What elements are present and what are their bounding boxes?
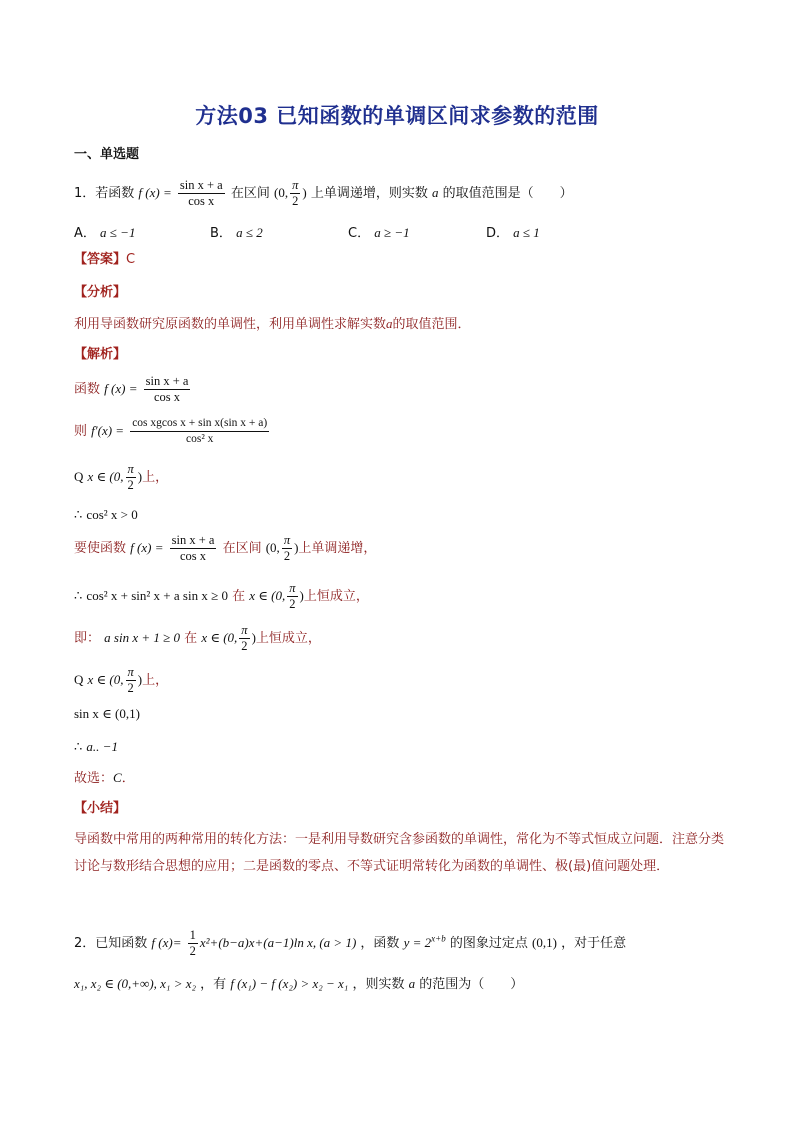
summary-label: 【小结】	[74, 801, 127, 816]
sol-pi-frac	[282, 533, 292, 564]
q2-half-den: 2	[189, 944, 196, 958]
sol-two: 2	[241, 639, 248, 653]
sol-fraction	[170, 533, 217, 564]
option-label: B．	[210, 226, 232, 241]
sol-tail: 上恒成立，	[303, 589, 369, 604]
section-heading: 一、单选题	[74, 147, 140, 162]
sol-fprime: f′(x) =	[91, 423, 125, 438]
sol-text: 故选：	[74, 771, 114, 786]
sol-open: (0,	[265, 540, 280, 555]
solution-line-9	[74, 704, 140, 725]
q2-tail: ，对于任意	[561, 936, 627, 951]
sol-den: cos² x	[186, 433, 214, 445]
solution-line-6	[74, 581, 369, 612]
sol-expr: x ∈ (0,	[87, 469, 124, 484]
q2-l2-mid: ，有	[200, 977, 227, 992]
q1-prefix: 1．若函数	[74, 186, 135, 201]
sol-therefore: ∴	[74, 588, 83, 603]
sol-pi-frac	[126, 665, 136, 696]
summary-heading	[74, 799, 126, 819]
solution-line-3	[74, 462, 168, 493]
sol-pi-frac	[287, 581, 297, 612]
sol-two: 2	[127, 681, 134, 695]
sol-pi-frac	[239, 623, 249, 654]
option-expr: a ≤ −1	[100, 225, 136, 240]
sol-text: 要使函数	[74, 541, 127, 556]
sol-text: 则	[74, 424, 88, 439]
sol-text: 函数	[74, 382, 101, 397]
q2-l2-var: a	[408, 976, 416, 991]
sol-two: 2	[127, 478, 134, 492]
q1-pi: π	[292, 178, 299, 192]
q1-den: cos x	[188, 194, 215, 208]
sol-choice: C	[113, 770, 122, 785]
analysis-text-part1: 利用导函数研究原函数的单调性，利用单调性求解实数	[74, 317, 387, 332]
solution-line-7	[74, 623, 321, 654]
sol-tail: 上恒成立，	[255, 631, 321, 646]
sol-fx: f (x) =	[104, 381, 138, 396]
sol-derivative-fraction	[130, 416, 269, 447]
solution-line-2	[74, 416, 271, 447]
sol-den: cos x	[179, 549, 207, 563]
option-expr: a ≤ 2	[236, 225, 263, 240]
q1-open: (0,	[273, 185, 289, 200]
solution-label: 【解析】	[74, 347, 127, 362]
q1-option-b[interactable]	[210, 222, 263, 241]
q2-fx: f (x)=	[151, 935, 182, 950]
sol-close: )	[294, 540, 299, 555]
q2-mid2: 的图象过定点	[449, 936, 528, 951]
sol-two: 2	[283, 549, 291, 563]
sol-expr: cos² x + sin² x + a sin x ≥ 0	[86, 588, 228, 603]
q2-y-expr: y = 2	[403, 935, 432, 950]
sol-pi: π	[289, 581, 296, 595]
q2-l2-tail: 的范围为（ ）	[419, 977, 524, 992]
option-label: C．	[348, 226, 371, 241]
q2-half	[188, 928, 198, 959]
question-2-line-2	[74, 974, 523, 995]
sol-therefore: ∴	[74, 739, 83, 754]
answer-line	[74, 250, 135, 270]
sol-mid: 在	[232, 589, 246, 604]
analysis-var: a	[386, 316, 393, 331]
question-2-line-1	[74, 928, 626, 959]
q1-num: sin x + a	[179, 178, 223, 192]
analysis-heading	[74, 283, 126, 303]
sol-x: x ∈ (0,	[249, 588, 286, 603]
sol-close: )	[137, 672, 143, 687]
sol-pi: π	[283, 533, 291, 547]
answer-value: C	[126, 252, 136, 267]
sol-since-symbol: Q	[74, 672, 84, 687]
sol-expr: sin x ∈ (0,1)	[74, 706, 140, 721]
sol-mid: 在区间	[222, 541, 262, 556]
sol-since-symbol: Q	[74, 469, 84, 484]
option-label: A．	[74, 226, 96, 241]
sol-pi: π	[127, 462, 134, 476]
sol-expr: a sin x + 1 ≥ 0	[104, 630, 181, 645]
analysis-text	[74, 314, 471, 335]
q2-mid: ，函数	[360, 936, 400, 951]
q1-pi-frac	[290, 178, 300, 209]
sol-pi-frac	[126, 462, 136, 493]
solution-line-10	[74, 737, 118, 758]
q1-mid: 在区间	[230, 186, 270, 201]
q1-option-a[interactable]	[74, 222, 135, 241]
sol-close: )	[299, 588, 304, 603]
sol-expr: a.. −1	[86, 739, 118, 754]
question-1-stem	[74, 178, 573, 209]
sol-close: )	[251, 630, 256, 645]
sol-tail: 上单调递增，	[298, 541, 377, 556]
q1-suffix: 上单调递增，则实数	[310, 186, 428, 201]
q2-point: (0,1)	[532, 935, 557, 950]
sol-mid: 在	[184, 631, 198, 646]
solution-line-11	[74, 768, 135, 789]
analysis-label: 【分析】	[74, 285, 127, 300]
sol-num: sin x + a	[171, 533, 215, 547]
q1-tail: 的取值范围是（ ）	[442, 186, 573, 201]
q2-l2-ineq: f (x₁) − f (x₂) > x₂ − x₁	[230, 976, 349, 991]
option-expr: a ≤ 1	[513, 225, 540, 240]
page-title: 方法03 已知函数的单调区间求参数的范围	[195, 104, 599, 128]
q1-fraction	[178, 178, 225, 209]
solution-line-8	[74, 665, 168, 696]
q2-y-exponent: x+b	[431, 933, 446, 944]
q2-half-num: 1	[189, 928, 196, 942]
sol-pi: π	[241, 623, 248, 637]
sol-num: sin x + a	[145, 374, 189, 388]
solution-heading	[74, 345, 126, 365]
q1-fx: f (x) =	[138, 185, 172, 200]
sol-expr: cos² x > 0	[86, 507, 138, 522]
summary-text: 导函数中常用的两种常用的转化方法：一是利用导数研究含参函数的单调性，常化为不等式恒成立问题．注意分类讨论与数形结合思想的应用；二是函数的零点、不等式证明常转化为函数的单调性、极(最)值问题处理．	[74, 832, 725, 874]
sol-close: )	[137, 469, 143, 484]
analysis-text-part2: 的取值范围．	[392, 317, 471, 332]
q1-close: )	[302, 185, 307, 200]
sol-fraction	[144, 374, 191, 405]
solution-line-1	[74, 374, 192, 405]
sol-tail: 上，	[142, 470, 169, 485]
sol-x: x ∈ (0,	[201, 630, 238, 645]
sol-fx: f (x) =	[130, 540, 164, 555]
q2-l2-expr: x₁, x₂ ∈ (0,+∞), x₁ > x₂	[74, 976, 197, 991]
q1-option-c[interactable]	[348, 222, 410, 241]
sol-therefore: ∴	[74, 507, 83, 522]
answer-label: 【答案】	[74, 252, 127, 267]
q2-l2-mid2: ，则实数	[352, 977, 405, 992]
sol-num: cos xgcos x + sin x(sin x + a)	[130, 416, 269, 432]
q1-two: 2	[292, 194, 299, 208]
sol-text: 即：	[74, 631, 101, 646]
sol-tail: 上，	[142, 673, 169, 688]
q1-option-d[interactable]	[486, 222, 540, 241]
option-label: D．	[486, 226, 510, 241]
q2-expr: x²+(b−a)x+(a−1)ln x, (a > 1)	[199, 935, 357, 950]
q2-prefix: 2．已知函数	[74, 936, 148, 951]
option-expr: a ≥ −1	[374, 225, 410, 240]
sol-dot: ．	[121, 771, 135, 786]
sol-expr: x ∈ (0,	[87, 672, 124, 687]
solution-line-4	[74, 505, 138, 526]
sol-den: cos x	[153, 390, 181, 404]
sol-pi: π	[127, 665, 134, 679]
sol-two: 2	[289, 597, 296, 611]
q1-var-a: a	[431, 185, 439, 200]
solution-line-5	[74, 533, 376, 564]
